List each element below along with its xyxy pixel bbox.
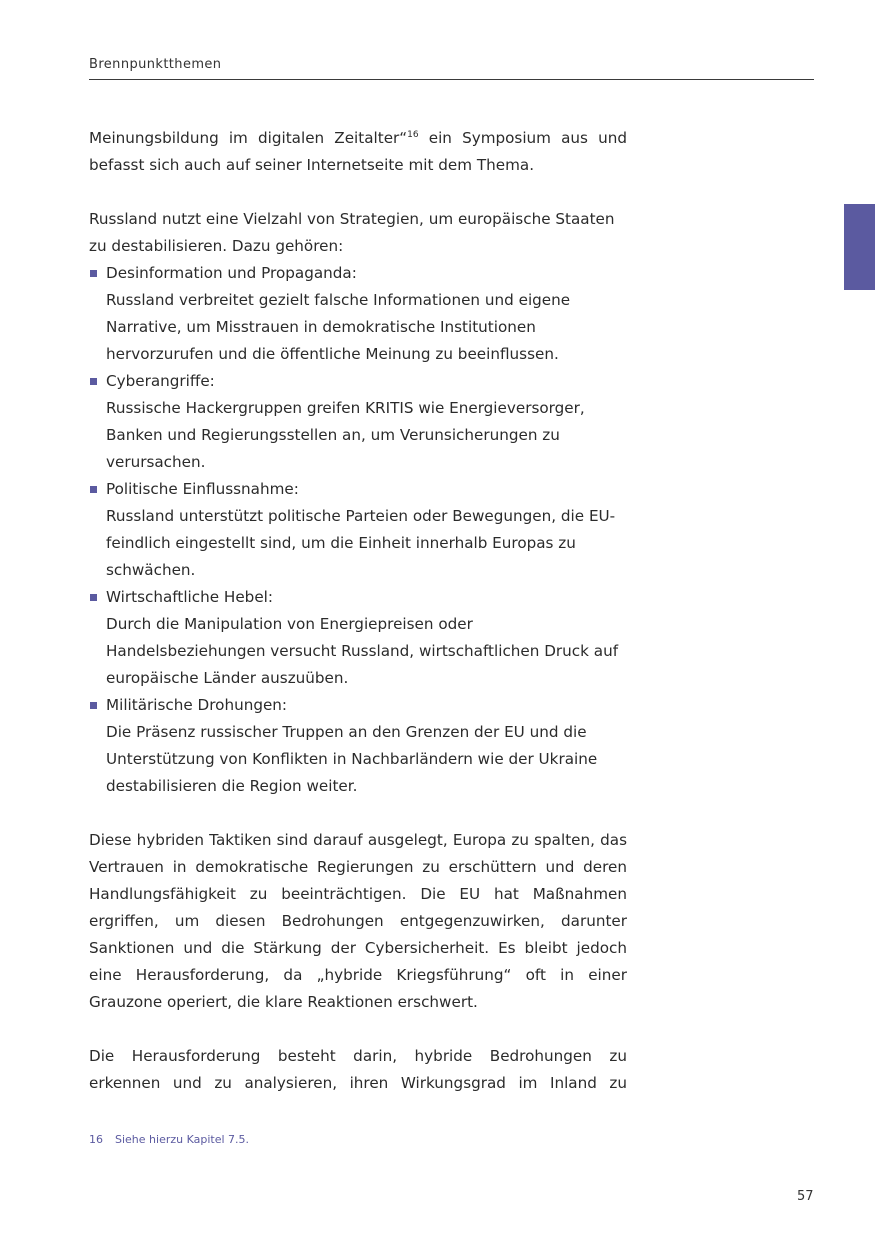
page-number: 57	[797, 1189, 814, 1204]
footnote-reference: 16	[407, 130, 419, 140]
strategies-lead: Russland nutzt eine Vielzahl von Strategien, um europäische Staaten zu destabilisieren. Dazu gehören:	[89, 210, 615, 255]
running-header: Brennpunktthemen	[89, 57, 222, 72]
list-item	[89, 692, 627, 800]
footnote-number: 16	[89, 1133, 103, 1146]
square-bullet-icon	[90, 594, 97, 601]
list-item-text: Russland unterstützt politische Parteien oder Bewegungen, die EU-feindlich eingestellt sind, um die Einheit innerhalb Europas zu schwächen.	[106, 507, 616, 579]
chapter-tab-marker	[844, 204, 875, 290]
intro-text-start: Meinungsbildung im digitalen Zeitalter“	[89, 129, 408, 147]
list-item-text: Die Präsenz russischer Truppen an den Grenzen der EU und die Unterstützung von Konflikten in Nachbarländern wie der Ukraine destabilisieren die Region weiter.	[106, 723, 598, 795]
list-item-text: Durch die Manipulation von Energiepreisen oder Handelsbeziehungen versucht Russland, wirtschaftlichen Druck auf europäische Länder auszuüben.	[106, 615, 619, 687]
square-bullet-icon	[90, 702, 97, 709]
square-bullet-icon	[90, 486, 97, 493]
footnote	[89, 1133, 249, 1146]
list-item-title: Politische Einflussnahme:	[106, 480, 299, 498]
list-item	[89, 476, 627, 584]
list-item-title: Militärische Drohungen:	[106, 696, 288, 714]
intro-text-end: ein Symposium aus und befasst sich auch auf seiner Internetseite mit dem Thema.	[89, 129, 627, 174]
list-item-title: Desinformation und Propaganda:	[106, 264, 357, 282]
square-bullet-icon	[90, 378, 97, 385]
square-bullet-icon	[90, 270, 97, 277]
list-item	[89, 260, 627, 368]
list-item-title: Cyberangriffe:	[106, 372, 215, 390]
header-rule	[89, 79, 814, 80]
list-item-title: Wirtschaftliche Hebel:	[106, 588, 274, 606]
list-item-text: Russische Hackergruppen greifen KRITIS wie Energieversorger, Banken und Regierungsstellen an, um Verunsicherungen zu verursachen.	[106, 399, 585, 471]
footnote-text: Siehe hierzu Kapitel 7.5.	[115, 1133, 250, 1146]
strategies-list	[89, 260, 627, 800]
list-item	[89, 584, 627, 692]
list-item-text: Russland verbreitet gezielt falsche Informationen und eigene Narrative, um Misstrauen in demokratische Institutionen hervorzurufen und die öffentliche Meinung zu beeinflussen.	[106, 291, 571, 363]
main-content	[89, 125, 627, 1097]
challenge-paragraph: Die Herausforderung besteht darin, hybride Bedrohungen zu erkennen und zu analysieren, ihren Wirkungsgrad im Inland zu	[89, 1047, 627, 1092]
intro-paragraph	[89, 125, 627, 179]
hybrid-tactics-paragraph: Diese hybriden Taktiken sind darauf ausgelegt, Europa zu spalten, das Vertrauen in demokratische Regierungen zu erschüttern und deren Handlungsfähigkeit zu beeinträchtigen. Die EU hat Maßnahmen ergriffen, um diesen Bedrohungen entgegenzuwirken, darunter Sanktionen und die Stärkung der Cybersicherheit. Es bleibt jedoch eine Herausforderung, da „hybride Kriegsführung“ oft in einer Grauzone operiert, die klare Reaktionen erschwert.	[89, 831, 627, 1011]
list-item	[89, 368, 627, 476]
